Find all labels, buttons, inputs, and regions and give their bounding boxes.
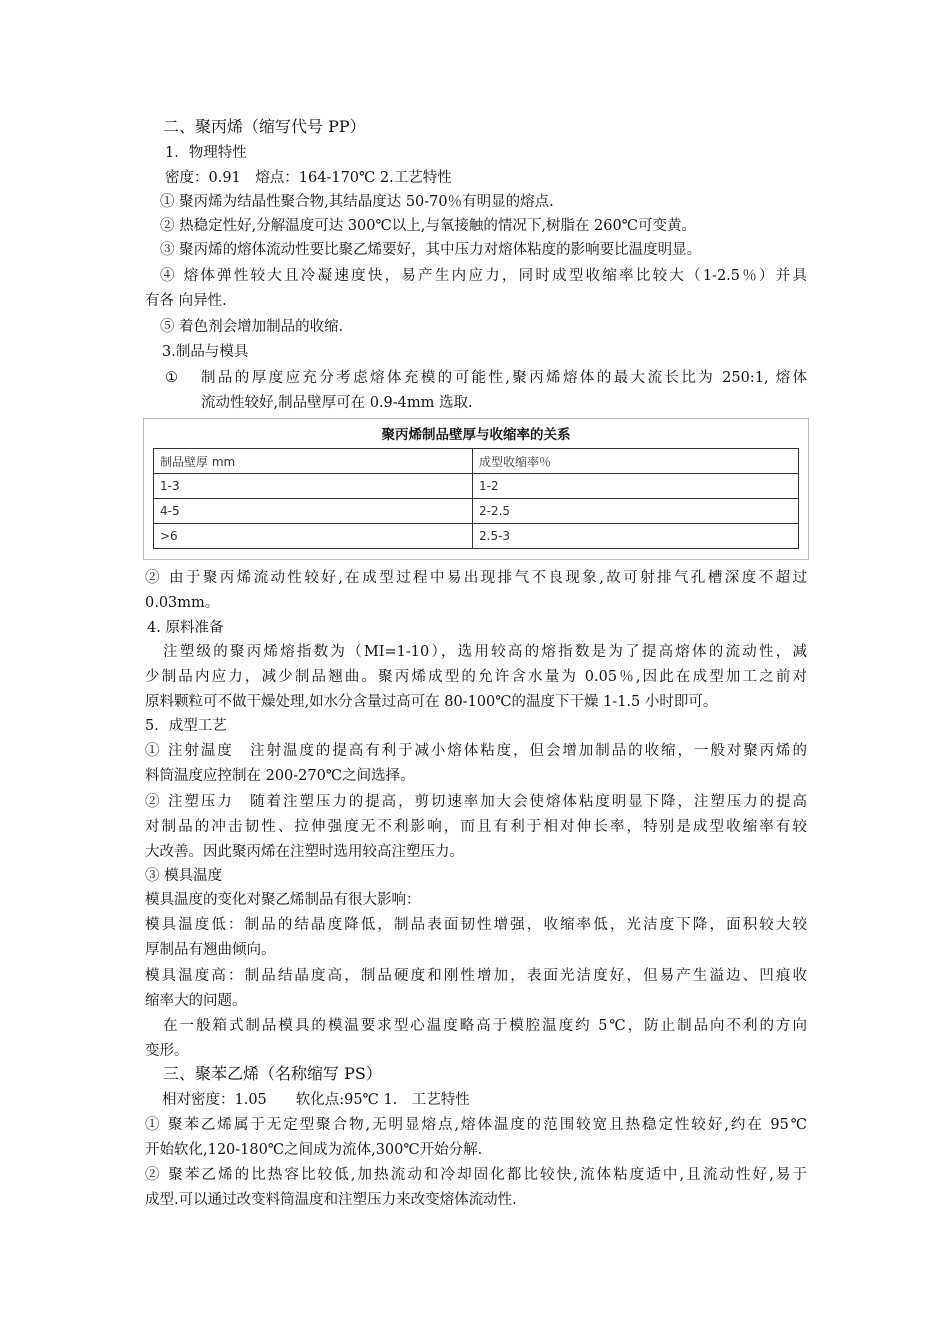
mold-temperature-intro: 模具温度的变化对聚乙烯制品有很大影响： — [145, 892, 421, 908]
material-prep-line3: 原料颗粒可不做干燥处理,如水分含量过高可在 80-100℃的温度下干燥 1-1.5 小时即可。 — [145, 694, 718, 710]
section-2-title: 二、聚丙烯（缩写代号 PP） — [163, 117, 366, 136]
table-cell: 2.5-3 — [473, 524, 799, 549]
pp-property-4-line2: 有各 向异性. — [145, 293, 227, 309]
injection-temperature-line2: 料筒温度应控制在 200-270℃之间选择。 — [145, 768, 415, 784]
pp-property-5: ⑤ 着色剂会增加制品的收缩. — [160, 319, 344, 335]
injection-pressure-line2: 对制品的冲击韧性、拉伸强度无不利影响，而且有利于相对伸长率，特别是成型收缩率有较 — [145, 819, 807, 835]
subsection-material-prep: 4. 原料准备 — [147, 620, 224, 636]
injection-pressure-line1: ② 注塑压力 随着注塑压力的提高，剪切速率加大会使熔体粘度明显下降，注塑压力的提高 — [145, 794, 807, 810]
ps-property-1-line2: 开始软化,120-180℃之间成为流体,300℃开始分解. — [145, 1142, 483, 1158]
ps-property-1-line1: ① 聚苯乙烯属于无定型聚合物,无明显熔点,熔体温度的范围较宽且热稳定性较好,约在 95℃ — [145, 1117, 807, 1133]
table-cell: 4-5 — [154, 499, 473, 524]
table-cell: 2-2.5 — [473, 499, 799, 524]
item-1-number: ① — [165, 370, 178, 386]
pp-property-3: ③ 聚丙烯的熔体流动性要比聚乙烯要好，其中压力对熔体粘度的影响要比温度明显。 — [160, 242, 702, 258]
pp-property-1: ① 聚丙烯为结晶性聚合物,其结晶度达 50-70％有明显的熔点. — [160, 194, 554, 210]
injection-temperature-line1: ① 注射温度 注射温度的提高有利于减小熔体粘度，但会增加制品的收缩，一般对聚丙烯的 — [145, 743, 807, 759]
table-row — [154, 524, 799, 549]
injection-pressure-line3: 大改善。因此聚丙烯在注塑时选用较高注塑压力。 — [145, 844, 464, 860]
table-header-row — [154, 449, 799, 474]
mold-low-line2: 厚制品有翘曲倾向。 — [145, 942, 276, 958]
item-1-line2: 流动性较好,制品壁厚可在 0.9-4mm 选取. — [201, 395, 473, 411]
mold-high-line1: 模具温度高：制品结晶度高，制品硬度和刚性增加，表面光洁度好，但易产生溢边、凹痕收 — [145, 968, 807, 984]
table-row — [154, 474, 799, 499]
subsection-molding-process: 5．成型工艺 — [145, 718, 227, 734]
item-2-line1: ② 由于聚丙烯流动性较好,在成型过程中易出现排气不良现象,故可射排气孔槽深度不超过 — [145, 570, 807, 586]
ps-property-2-line1: ② 聚苯乙烯的比热容比较低,加热流动和冷却固化都比较快,流体粘度适中,且流动性好,易于 — [145, 1167, 807, 1183]
item-1-line1: 制品的厚度应充分考虑熔体充模的可能性,聚丙烯熔体的最大流长比为 250:1, 熔体 — [201, 370, 807, 386]
table-cell: 1-3 — [154, 474, 473, 499]
mold-high-line2: 缩率大的问题。 — [145, 993, 247, 1009]
table-cell: >6 — [154, 524, 473, 549]
thickness-shrinkage-table-figure — [143, 418, 809, 560]
subsection-physical-properties: 1．物理特性 — [165, 145, 247, 161]
ps-property-2-line2: 成型.可以通过改变料筒温度和注塑压力来改变熔体流动性. — [145, 1192, 517, 1208]
section-3-title: 三、聚苯乙烯（名称缩写 PS） — [163, 1064, 382, 1083]
density-melting-line: 密度：0.91 熔点：164-170℃ 2.工艺特性 — [165, 170, 452, 186]
table-cell: 1-2 — [473, 474, 799, 499]
thickness-shrinkage-table — [153, 448, 799, 549]
table-header-cell: 成型收缩率％ — [473, 449, 799, 474]
item-2-line2: 0.03mm。 — [145, 595, 220, 611]
table-caption: 聚丙烯制品壁厚与收缩率的关系 — [381, 427, 571, 443]
material-prep-line1: 注塑级的聚丙烯熔指数为（MI=1-10），选用较高的熔指数是为了提高熔体的流动性，减 — [163, 644, 807, 660]
mold-temperature-heading: ③ 模具温度 — [145, 868, 223, 884]
mold-box-line2: 变形。 — [145, 1043, 189, 1059]
table-header-cell: 制品壁厚 mm — [154, 449, 473, 474]
material-prep-line2: 少制品内应力，减少制品翘曲。聚丙烯成型的允许含水量为 0.05％,因此在成型加工之前对 — [145, 669, 807, 685]
pp-property-2: ② 热稳定性好,分解温度可达 300℃以上,与氧接触的情况下,树脂在 260℃可变黄。 — [160, 218, 696, 234]
subsection-products-molds: 3.制品与模具 — [162, 344, 249, 360]
pp-property-4-line1: ④ 熔体弹性较大且冷凝速度快，易产生内应力，同时成型收缩率比较大（1-2.5％）并具 — [160, 268, 807, 284]
mold-low-line1: 模具温度低：制品的结晶度降低，制品表面韧性增强，收缩率低，光洁度下降，面积较大较 — [145, 917, 807, 933]
mold-box-line1: 在一般箱式制品模具的模温要求型心温度略高于模腔温度约 5℃，防止制品向不利的方向 — [163, 1018, 807, 1034]
ps-density-line: 相对密度：1.05 软化点:95℃ 1. 工艺特性 — [162, 1092, 470, 1108]
table-row — [154, 499, 799, 524]
